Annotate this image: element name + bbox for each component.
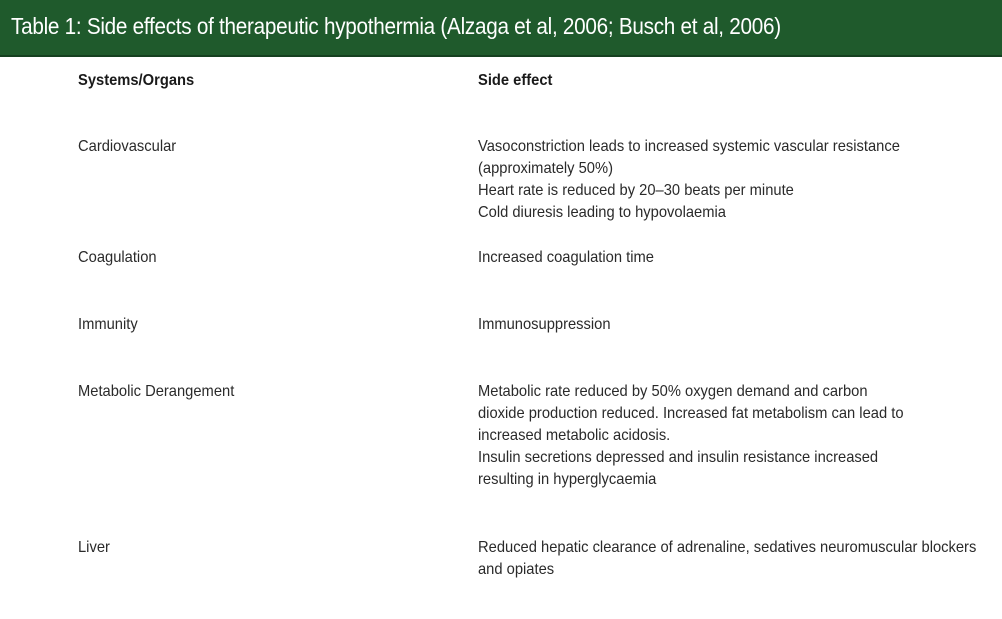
- effect-line: (approximately 50%): [478, 160, 613, 177]
- row-system-liver: Liver: [78, 539, 110, 556]
- effect-line: increased metabolic acidosis.: [478, 427, 671, 444]
- row-system-cardiovascular: Cardiovascular: [78, 138, 177, 155]
- table-title: Table 1: Side effects of therapeutic hypothermia (Alzaga et al, 2006; Busch et al, 2006): [11, 13, 781, 39]
- effect-line: resulting in hyperglycaemia: [478, 471, 657, 488]
- effect-line: dioxide production reduced. Increased fat metabolism can lead to: [478, 405, 904, 422]
- effect-line: Vasoconstriction leads to increased systemic vascular resistance: [478, 138, 900, 155]
- effect-line: Immunosuppression: [478, 316, 611, 333]
- effect-line: Metabolic rate reduced by 50% oxygen demand and carbon: [478, 383, 868, 400]
- row-system-coagulation: Coagulation: [78, 249, 157, 266]
- table-title-bar: [0, 0, 1002, 57]
- effect-line: Insulin secretions depressed and insulin resistance increased: [478, 449, 879, 466]
- row-effects-liver: [478, 537, 976, 581]
- effect-line: Reduced hepatic clearance of adrenaline, sedatives neuromuscular blockers: [478, 539, 977, 556]
- row-system-immunity: Immunity: [78, 316, 138, 333]
- row-effects-metabolic-derangement: [478, 381, 904, 491]
- column-header-systems: Systems/Organs: [78, 72, 195, 89]
- column-header-side-effect: Side effect: [478, 72, 553, 89]
- row-system-metabolic-derangement: Metabolic Derangement: [78, 383, 235, 400]
- row-effects-coagulation: [478, 247, 654, 269]
- effect-line: Increased coagulation time: [478, 249, 654, 266]
- row-effects-immunity: [478, 314, 611, 336]
- row-effects-cardiovascular: [478, 136, 900, 224]
- effect-line: Heart rate is reduced by 20–30 beats per minute: [478, 182, 794, 199]
- effect-line: and opiates: [478, 561, 555, 578]
- effect-line: Cold diuresis leading to hypovolaemia: [478, 204, 726, 221]
